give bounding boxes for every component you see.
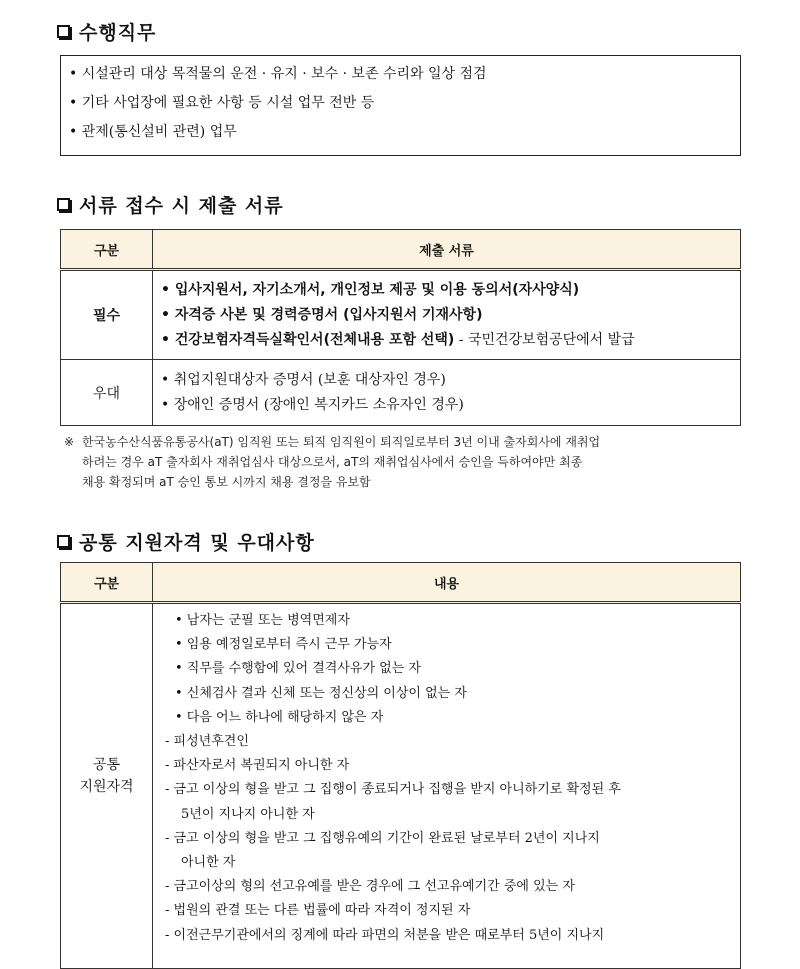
documents-table [60, 229, 741, 426]
documents-preferred-row [61, 360, 741, 426]
disqualification-item: - 피성년후견인 [165, 734, 249, 750]
qualifications-table [60, 562, 741, 969]
qualifications-title: 공통 지원자격 및 우대사항 [79, 532, 315, 554]
duty-item: • 기타 사업장에 필요한 사항 등 시설 업무 전반 등 [69, 95, 375, 111]
disqualification-item: - 금고 이상의 형을 받고 그 집행이 종료되거나 집행을 받지 아니하기로 확정된 후 [165, 782, 621, 798]
required-item: • 입사지원서, 자기소개서, 개인정보 제공 및 이용 동의서(자사양식) [161, 281, 580, 298]
disqualification-item-cont: 5년이 지나지 아니한 자 [181, 806, 315, 822]
disqualification-item: - 파산자로서 복권되지 아니한 자 [165, 758, 350, 774]
disqualification-item: - 금고 이상의 형을 받고 그 집행유예의 기간이 완료된 날로부터 2년이 지나지 [165, 830, 600, 846]
qualification-bullet: • 임용 예정일로부터 즉시 근무 가능자 [175, 637, 392, 653]
required-item: • 건강보험자격득실확인서(전체내용 포함 선택) - 국민건강보험공단에서 발급 [161, 331, 635, 348]
preferred-item: • 취업지원대상자 증명서 (보훈 대상자인 경우) [161, 371, 446, 388]
note-mark: ※ [64, 435, 75, 449]
duties-box [60, 55, 741, 156]
documents-required-row [61, 270, 741, 360]
square-bullet-icon [57, 25, 70, 38]
required-items [153, 270, 741, 360]
disqualification-item: - 이전근무기관에서의 징계에 따라 파면의 처분을 받은 때로부터 5년이 지나지 [165, 927, 605, 943]
qualification-bullet: • 남자는 군필 또는 병역면제자 [175, 613, 350, 628]
duty-item: • 관제(통신설비 관련) 업무 [69, 124, 237, 140]
preferred-item: • 장애인 증명서 (장애인 복지카드 소유자인 경우) [161, 396, 464, 413]
qualification-bullet: • 다음 어느 하나에 해당하지 않은 자 [175, 709, 384, 725]
documents-col-docs: 제출 서류 [153, 230, 741, 270]
preferred-items [153, 360, 741, 426]
documents-header-row [61, 230, 741, 270]
qualification-bullet: • 직무를 수행함에 있어 결격사유가 없는 자 [175, 661, 421, 677]
qualifications-content [153, 603, 741, 969]
documents-col-category: 구분 [61, 230, 153, 270]
note-line: 채용 확정되며 aT 승인 통보 시까지 채용 결정을 유보함 [82, 475, 371, 489]
disqualification-item: - 금고이상의 형의 선고유예를 받은 경우에 그 선고유예기간 중에 있는 자 [165, 879, 575, 895]
disqualification-item: - 법원의 관결 또는 다른 법률에 따라 자격이 정지된 자 [165, 903, 471, 919]
required-item: • 자격증 사본 및 경력증명서 (입사지원서 기재사항) [161, 306, 483, 323]
qualifications-col-content: 내용 [153, 563, 741, 603]
note-line: 하려는 경우 aT 출자회사 재취업심사 대상으로서, aT의 재취업심사에서 승인을 득하여야만 최종 [82, 455, 583, 469]
duties-heading [57, 18, 156, 45]
documents-heading [57, 191, 284, 218]
reemployment-note [64, 432, 754, 492]
preferred-label: 우대 [61, 360, 153, 426]
duty-item: • 시설관리 대상 목적물의 운전 · 유지 · 보수 · 보존 수리와 일상 점검 [69, 66, 487, 82]
qualifications-col-category: 구분 [61, 563, 153, 603]
note-line: 한국농수산식품유통공사(aT) 임직원 또는 퇴직 임직원이 퇴직일로부터 3년 이내 출자회사에 재취업 [82, 435, 601, 449]
qualifications-heading [57, 528, 315, 555]
required-label: 필수 [61, 270, 153, 360]
qualifications-common-row [61, 603, 741, 969]
disqualification-item-cont: 아니한 자 [181, 855, 236, 871]
qualifications-header-row [61, 563, 741, 603]
required-item-suffix: - 국민건강보험공단에서 발급 [454, 331, 635, 348]
duties-title: 수행직무 [79, 22, 157, 44]
documents-title: 서류 접수 시 제출 서류 [79, 195, 284, 217]
square-bullet-icon [57, 535, 70, 548]
square-bullet-icon [57, 198, 70, 211]
qualifications-category: 공통 지원자격 [61, 603, 153, 969]
qualification-bullet: • 신체검사 결과 신체 또는 정신상의 이상이 없는 자 [175, 685, 467, 701]
